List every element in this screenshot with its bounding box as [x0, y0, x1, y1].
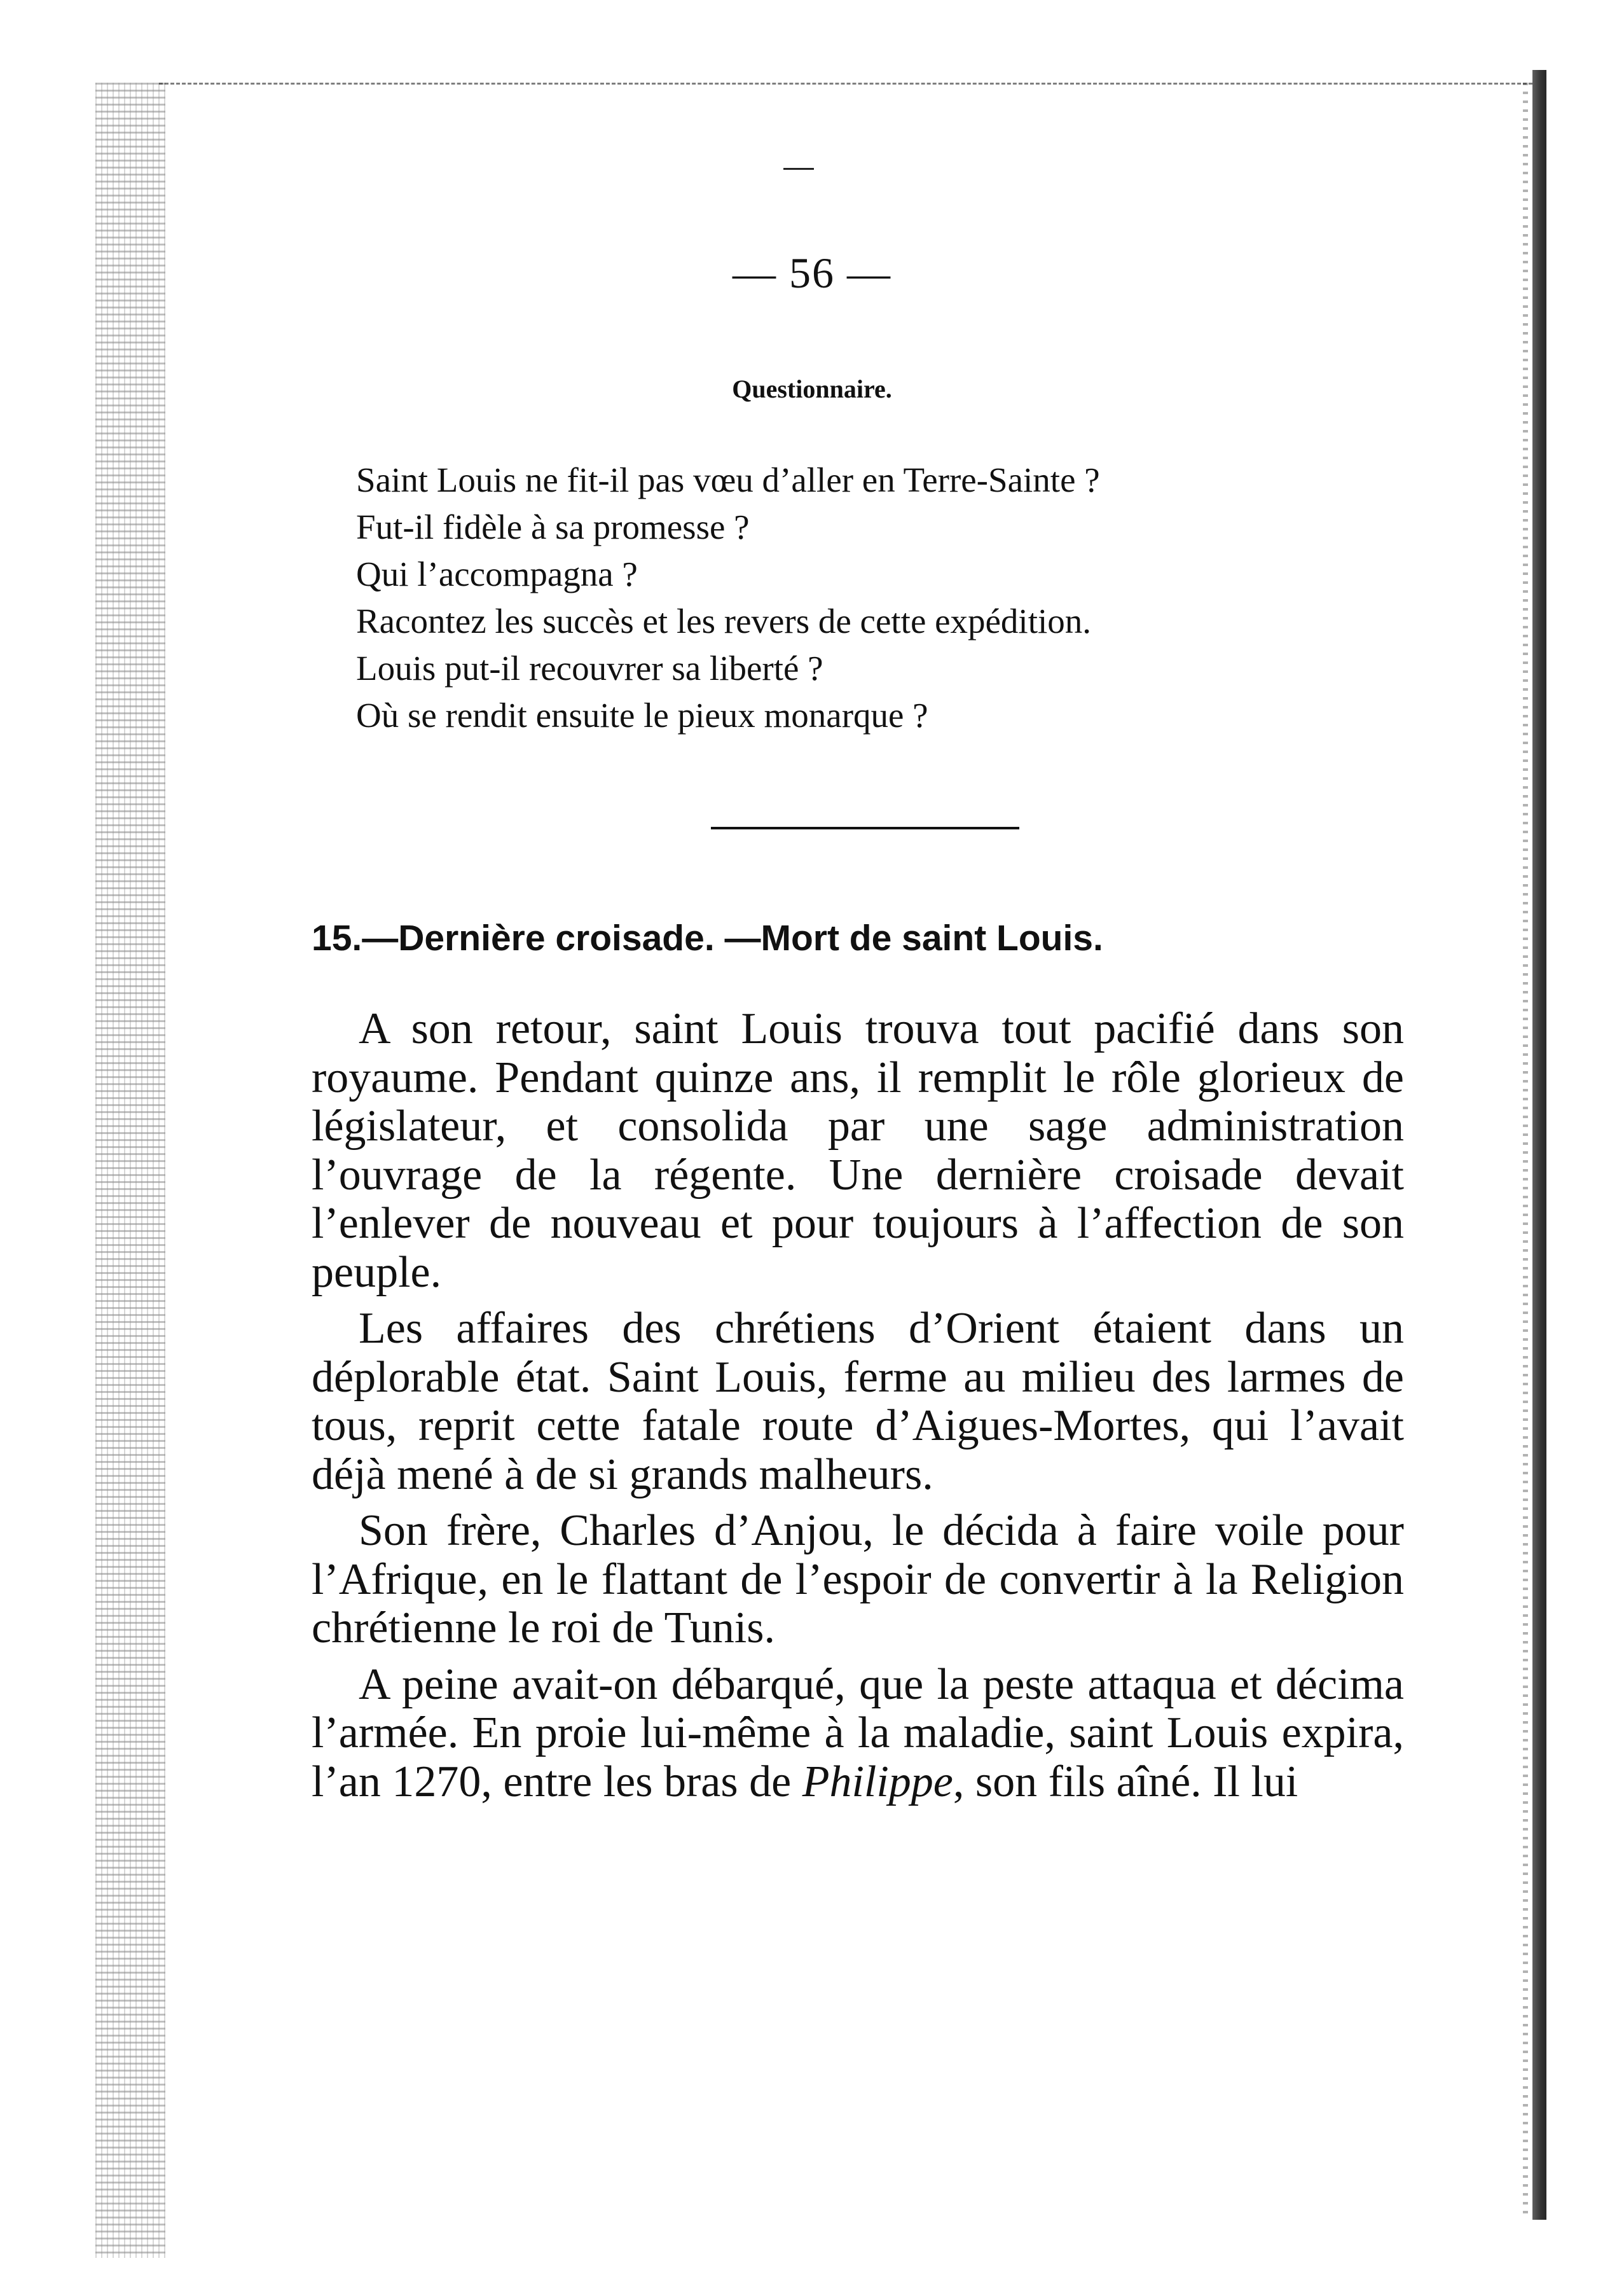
question-item: Qui l’accompagna ? [356, 555, 638, 593]
italic-name: Philippe [802, 1757, 953, 1806]
section-divider [711, 827, 1019, 829]
body-text [312, 1005, 1404, 1806]
scan-left-edge [95, 83, 165, 2258]
questionnaire-heading: Questionnaire. [732, 375, 892, 403]
question-item: Louis put-il recouvrer sa liberté ? [356, 649, 823, 688]
paragraph [312, 1661, 1404, 1807]
paragraph-text: , son fils aîné. Il lui [953, 1757, 1298, 1806]
paragraph: Son frère, Charles d’Anjou, le décida à faire voile pour l’Afrique, en le flattant de l’espoir de convertir à la Religion chrétienne le roi de Tunis. [312, 1506, 1404, 1652]
scan-top-edge [159, 83, 1532, 87]
paragraph-text: A peine avait-on débarqué, que la peste attaqua et décima l’armée. En proie lui-même à la maladie, saint Louis expira, l’an 1270, entre les bras de [312, 1659, 1404, 1806]
top-dash-mark [783, 168, 814, 170]
question-item: Fut-il fidèle à sa promesse ? [356, 508, 750, 546]
paragraph: A son retour, saint Louis trouva tout pacifié dans son royaume. Pendant quinze ans, il remplit le rôle glorieux de législateur, et consolida par une sage administration l’ouvrage de la régente. Une dernière croisade devait l’enlever de nouveau et pour toujours à l’affection de son peuple. [312, 1004, 1404, 1297]
question-item: Saint Louis ne fit-il pas vœu d’aller en Terre-Sainte ? [356, 460, 1100, 499]
question-item: Racontez les succès et les revers de cette expédition. [356, 602, 1092, 640]
questionnaire-list [356, 457, 1437, 739]
question-item: Où se rendit ensuite le pieux monarque ? [356, 696, 928, 735]
page-number: — 56 — [733, 249, 891, 297]
paragraph: Les affaires des chrétiens d’Orient étaient dans un déplorable état. Saint Louis, ferme au milieu des larmes de tous, reprit cette fatale route d’Aigues-Mortes, qui l’avait déjà mené à de si grands malheurs. [312, 1304, 1404, 1499]
section-title: 15.—Dernière croisade. —Mort de saint Louis. [312, 918, 1103, 959]
